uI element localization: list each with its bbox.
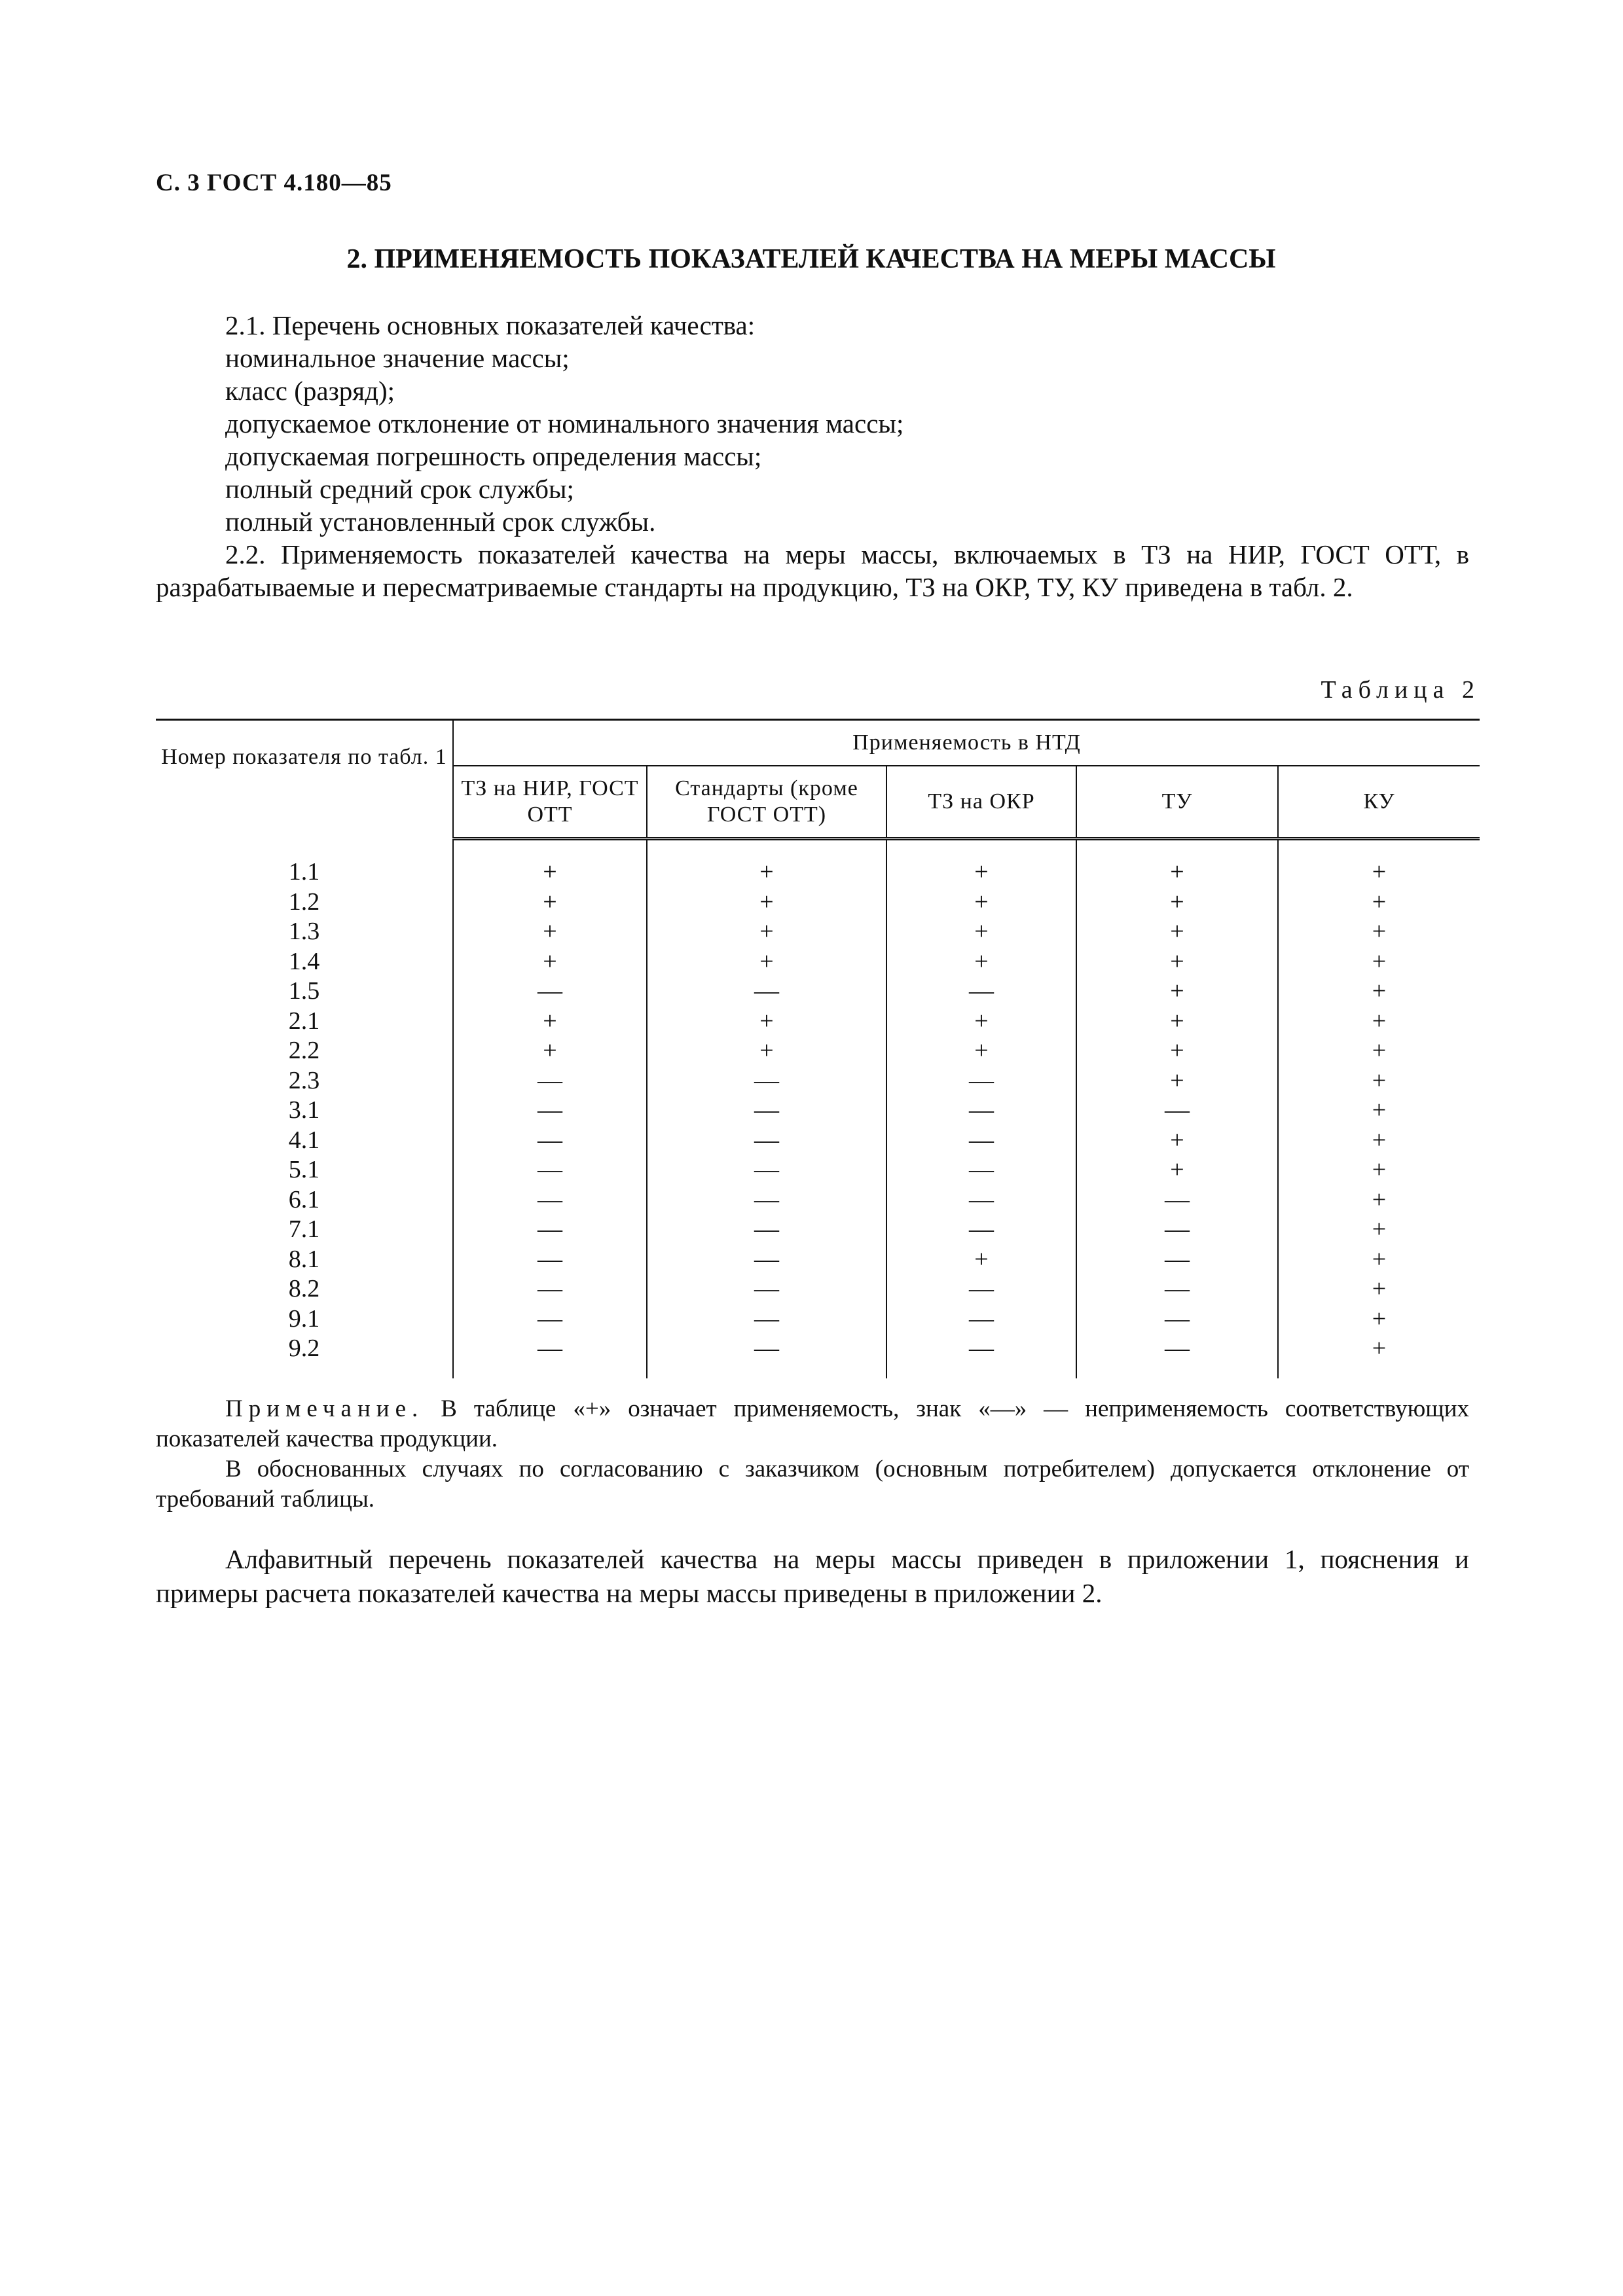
applicability-mark: + [647,947,886,977]
applicability-mark: — [453,1245,647,1275]
table-row [156,888,1480,918]
applicability-mark: — [1076,1215,1278,1245]
applicability-mark: — [1076,1185,1278,1215]
table-body [156,839,1480,1378]
column-header: ТЗ на НИР, ГОСТ ОТТ [453,766,647,839]
applicability-mark: — [453,1274,647,1304]
applicability-mark: + [886,947,1076,977]
applicability-mark: — [647,1126,886,1156]
applicability-mark: + [1278,1185,1480,1215]
indicator-number: 9.2 [288,1335,320,1363]
table-row [156,947,1480,977]
row-header: Номер показателя по табл. 1 [156,720,453,839]
applicability-mark: + [1278,1334,1480,1364]
indicator-number: 1.3 [288,918,320,946]
indicator-number: 3.1 [288,1096,320,1124]
applicability-mark: + [1278,1245,1480,1275]
applicability-mark: + [1076,1036,1278,1066]
column-header: КУ [1278,766,1480,839]
table-row [156,1155,1480,1185]
applicability-mark: — [647,1066,886,1096]
applicability-mark: — [647,1245,886,1275]
table-row [156,1185,1480,1215]
applicability-mark: + [1278,1215,1480,1245]
applicability-mark: + [1278,917,1480,947]
table-row [156,1245,1480,1275]
applicability-mark: + [1076,1066,1278,1096]
applicability-mark: — [453,1066,647,1096]
table-row [156,857,1480,888]
column-header: ТЗ на ОКР [886,766,1076,839]
applicability-mark: — [453,1304,647,1335]
column-header: Стандарты (кроме ГОСТ ОТТ) [647,766,886,839]
indicator-number: 6.1 [288,1185,320,1213]
applicability-mark: + [1278,1036,1480,1066]
applicability-mark: — [453,977,647,1007]
applicability-mark: + [1076,1126,1278,1156]
table-row [156,917,1480,947]
note-text: В таблице «+» означает применяемость, знак «—» — неприменяемость соответствующих показателей качества продукции. [156,1395,1469,1452]
applicability-mark: — [1076,1274,1278,1304]
applicability-mark: — [886,1126,1076,1156]
applicability-mark: + [886,1245,1076,1275]
table-row [156,1304,1480,1335]
group-header: Применяемость в НТД [453,720,1480,766]
note-label: Примечание. [225,1395,424,1422]
applicability-mark: + [453,917,647,947]
applicability-mark: — [886,1096,1076,1126]
section-title: 2. ПРИМЕНЯЕМОСТЬ ПОКАЗАТЕЛЕЙ КАЧЕСТВА НА МЕРЫ МАССЫ [346,244,1276,274]
applicability-mark: — [886,1274,1076,1304]
applicability-mark: + [647,857,886,888]
applicability-mark: + [1278,888,1480,918]
applicability-mark: + [1278,1096,1480,1126]
indicator-number: 1.1 [288,858,320,886]
applicability-mark: — [453,1096,647,1126]
applicability-mark: + [886,917,1076,947]
indicator-list [225,309,1469,538]
applicability-mark: — [886,1215,1076,1245]
applicability-mark: — [453,1185,647,1215]
applicability-mark: + [1076,917,1278,947]
indicator-number: 2.2 [288,1037,320,1065]
applicability-mark: — [1076,1334,1278,1364]
indicator-number: 1.2 [288,888,320,916]
list-item: полный средний срок службы; [225,474,574,504]
applicability-mark: — [647,1274,886,1304]
indicator-number: 8.2 [288,1275,320,1303]
applicability-mark: + [1076,977,1278,1007]
table-row [156,977,1480,1007]
paragraph-2-2: 2.2. Применяемость показателей качества на меры массы, включаемых в ТЗ на НИР, ГОСТ ОТТ, в разрабатываемые и пересматриваемые стандарты на продукцию, ТЗ на ОКР, ТУ, КУ приведена в табл. 2. [156,539,1469,602]
table-row [156,1126,1480,1156]
applicability-mark: + [647,917,886,947]
applicability-mark: + [453,947,647,977]
applicability-mark: — [1076,1245,1278,1275]
applicability-mark: + [647,1007,886,1037]
applicability-mark: + [1278,977,1480,1007]
table-row [156,1334,1480,1364]
applicability-mark: + [1278,1155,1480,1185]
table-note [156,1394,1469,1515]
indicator-number: 2.3 [288,1066,320,1094]
table-row [156,1066,1480,1096]
applicability-mark: — [647,1185,886,1215]
list-item: полный установленный срок службы. [225,507,656,537]
list-item: номинальное значение массы; [225,343,570,373]
indicator-number: 5.1 [288,1156,320,1184]
applicability-mark: + [1278,1066,1480,1096]
table-spacer [156,1364,1480,1378]
indicator-number: 1.5 [288,977,320,1005]
applicability-table [156,719,1480,1378]
applicability-mark: + [453,1036,647,1066]
applicability-mark: + [1278,1007,1480,1037]
table-row [156,1096,1480,1126]
page-header: С. 3 ГОСТ 4.180—85 [156,170,392,196]
column-header: ТУ [1076,766,1278,839]
applicability-mark: — [886,977,1076,1007]
applicability-mark: + [886,1007,1076,1037]
applicability-mark: — [647,1155,886,1185]
table-row [156,1036,1480,1066]
applicability-mark: — [886,1334,1076,1364]
table-row [156,1007,1480,1037]
final-paragraph: Алфавитный перечень показателей качества на меры массы приведен в приложении 1, пояснения и примеры расчета показателей качества на меры массы приведены в приложении 2. [156,1544,1469,1608]
applicability-mark: + [1278,1274,1480,1304]
list-item: допускаемая погрешность определения массы; [225,441,762,471]
applicability-mark: + [886,888,1076,918]
applicability-mark: + [886,1036,1076,1066]
list-item: допускаемое отклонение от номинального значения массы; [225,408,904,439]
applicability-mark: — [453,1215,647,1245]
applicability-mark: + [886,857,1076,888]
applicability-mark: + [1076,1007,1278,1037]
applicability-mark: — [1076,1096,1278,1126]
applicability-mark: + [1278,947,1480,977]
table-row [156,1274,1480,1304]
applicability-mark: — [647,1096,886,1126]
applicability-mark: + [453,888,647,918]
applicability-mark: + [453,1007,647,1037]
applicability-mark: — [886,1066,1076,1096]
applicability-mark: + [647,1036,886,1066]
table-caption: Таблица 2 [1321,676,1480,704]
applicability-mark: — [886,1185,1076,1215]
applicability-mark: — [886,1304,1076,1335]
applicability-mark: — [647,1334,886,1364]
note-text-2: В обоснованных случаях по согласованию с заказчиком (основным потребителем) допускается отклонение от требований таблицы. [156,1456,1469,1513]
applicability-mark: — [647,977,886,1007]
applicability-mark: — [886,1155,1076,1185]
applicability-mark: + [1076,857,1278,888]
indicator-number: 4.1 [288,1126,320,1154]
applicability-mark: + [1278,1304,1480,1335]
list-intro: 2.1. Перечень основных показателей качества: [225,310,756,340]
table-spacer [156,839,1480,858]
applicability-mark: — [453,1126,647,1156]
applicability-mark: + [647,888,886,918]
applicability-mark: + [1076,947,1278,977]
applicability-mark: — [1076,1304,1278,1335]
applicability-mark: — [647,1215,886,1245]
applicability-mark: + [1076,1155,1278,1185]
applicability-mark: — [453,1334,647,1364]
list-item: класс (разряд); [225,376,395,406]
applicability-mark: + [1278,857,1480,888]
indicator-number: 2.1 [288,1007,320,1035]
applicability-mark: + [453,857,647,888]
applicability-mark: + [1278,1126,1480,1156]
indicator-number: 7.1 [288,1215,320,1244]
indicator-number: 8.1 [288,1245,320,1273]
applicability-mark: + [1076,888,1278,918]
indicator-number: 9.1 [288,1304,320,1333]
indicator-number: 1.4 [288,947,320,975]
applicability-mark: — [453,1155,647,1185]
applicability-mark: — [647,1304,886,1335]
table-row [156,1215,1480,1245]
